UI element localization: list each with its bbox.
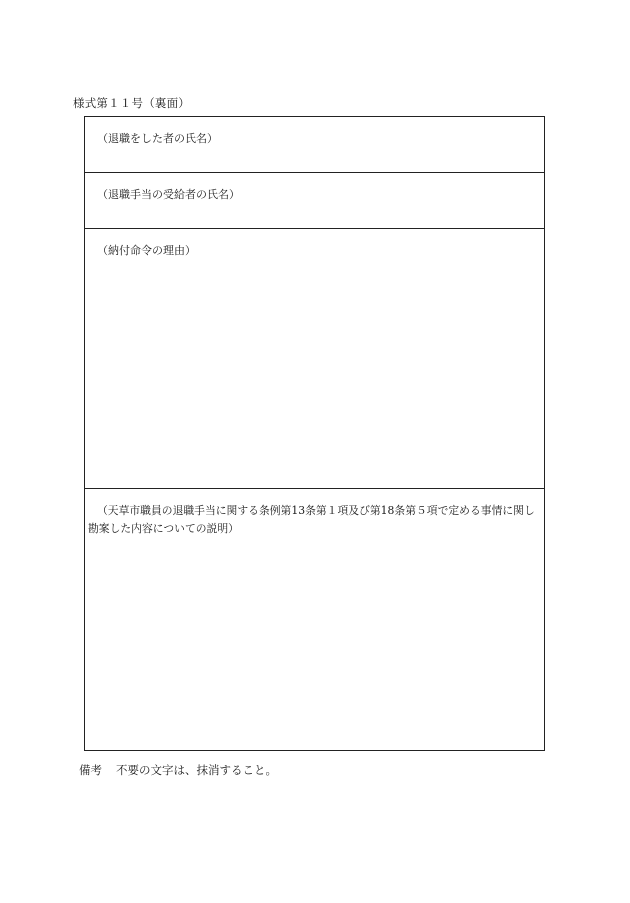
retiree-name-label: （退職をした者の氏名） <box>97 132 218 145</box>
form-row-payment-order-reason <box>85 229 544 489</box>
footnote-text: 不要の文字は、抹消すること。 <box>116 763 277 777</box>
recipient-name-label: （退職手当の受給者の氏名） <box>97 188 240 201</box>
payment-order-reason-label: （納付命令の理由） <box>97 244 196 257</box>
footnote-heading: 備考 <box>79 763 102 777</box>
form-title: 様式第１１号（裏面） <box>73 96 190 110</box>
form-table <box>84 116 545 751</box>
form-row-retiree-name <box>85 117 544 173</box>
form-row-recipient-name <box>85 173 544 229</box>
considered-circumstances-label: （天草市職員の退職手当に関する条例第13条第１項及び第18条第５項で定める事情に関し勘案した内容についての説明） <box>88 504 535 535</box>
form-row-considered-circumstances <box>85 489 544 750</box>
footnote <box>79 762 277 778</box>
